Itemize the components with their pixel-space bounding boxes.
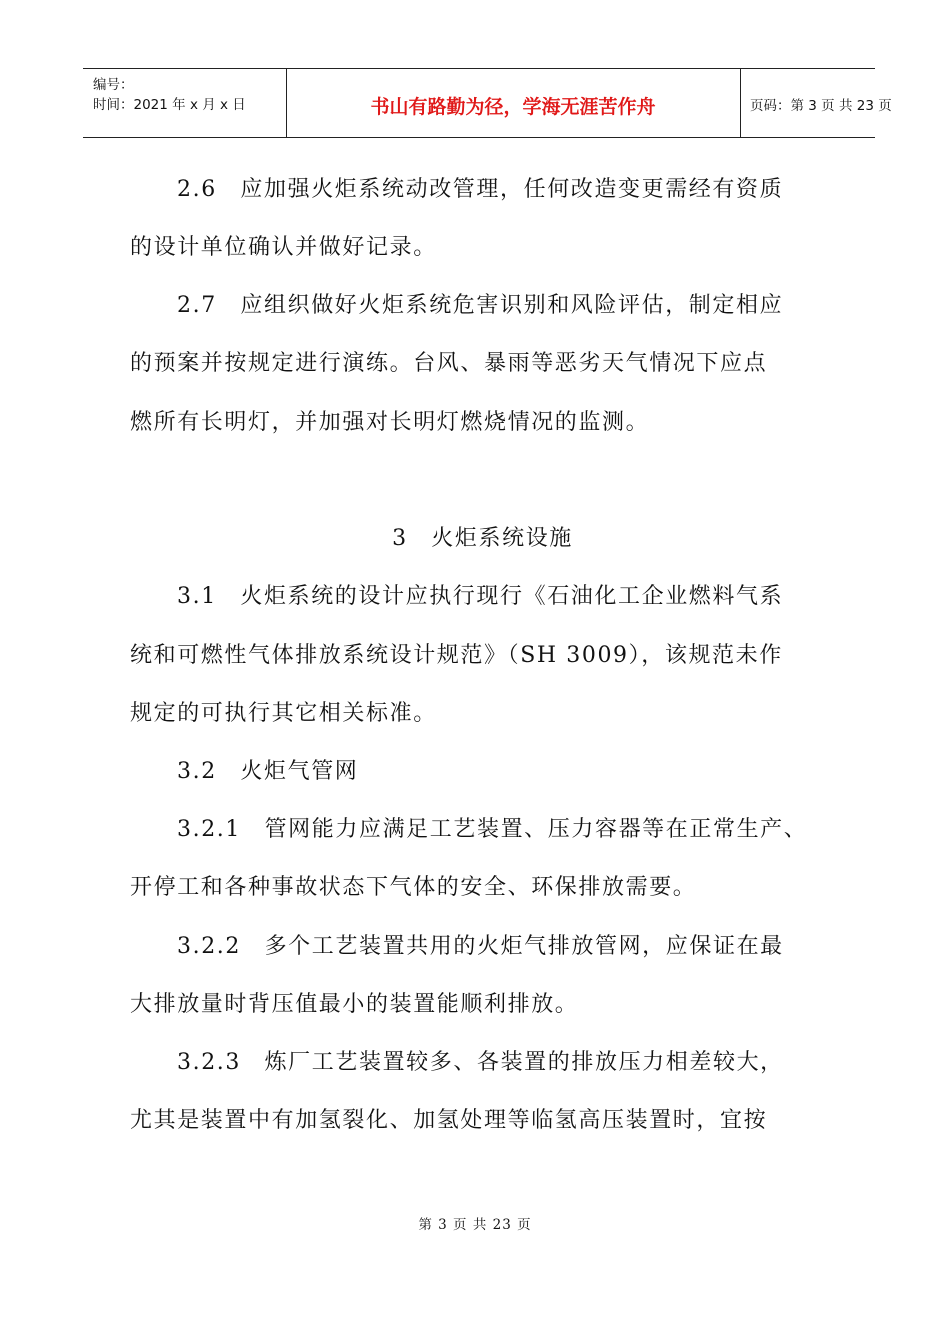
header-page-cell [740,69,892,137]
paragraph-line: 3.2.3 炼厂工艺装置较多、各装置的排放压力相差较大， [177,1050,784,1075]
page-footer: 第 3 页 共 23 页 [418,1217,532,1233]
time-label: 时间：2021 年 x 月 x 日 [93,97,246,113]
paragraph-line: 3.2.1 管网能力应满足工艺装置、压力容器等在正常生产、 [177,817,808,842]
paragraph-line: 的预案并按规定进行演练。台风、暴雨等恶劣天气情况下应点 [130,351,768,376]
paragraph-line: 尤其是装置中有加氢裂化、加氢处理等临氢高压装置时，宜按 [130,1108,768,1133]
paragraph-line: 统和可燃性气体排放系统设计规范》（SH 3009），该规范未作 [130,643,783,668]
header-motto: 书山有路勤为径，学海无涯苦作舟 [370,96,656,118]
paragraph-line: 2.7 应组织做好火炬系统危害识别和风险评估，制定相应 [177,293,784,318]
number-label: 编号： [93,77,134,93]
paragraph-line: 大排放量时背压值最小的装置能顺利排放。 [130,992,579,1017]
paragraph-line: 规定的可执行其它相关标准。 [130,701,437,726]
document-header [83,68,892,138]
paragraph-line: 的设计单位确认并做好记录。 [130,235,437,260]
header-page-label: 页码：第 3 页 共 23 页 [750,98,892,114]
paragraph-line: 燃所有长明灯，并加强对长明灯燃烧情况的监测。 [130,410,650,435]
paragraph-line: 3.1 火炬系统的设计应执行现行《石油化工企业燃料气系 [177,584,784,609]
paragraph-line: 2.6 应加强火炬系统动改管理，任何改造变更需经有资质 [177,177,784,202]
subsection-heading: 3.2 火炬气管网 [177,759,359,784]
header-motto-cell [286,69,741,137]
header-meta-cell [83,69,287,137]
section-heading: 3 火炬系统设施 [392,526,573,551]
paragraph-line: 开停工和各种事故状态下气体的安全、环保排放需要。 [130,875,697,900]
paragraph-line: 3.2.2 多个工艺装置共用的火炬气排放管网，应保证在最 [177,934,784,959]
